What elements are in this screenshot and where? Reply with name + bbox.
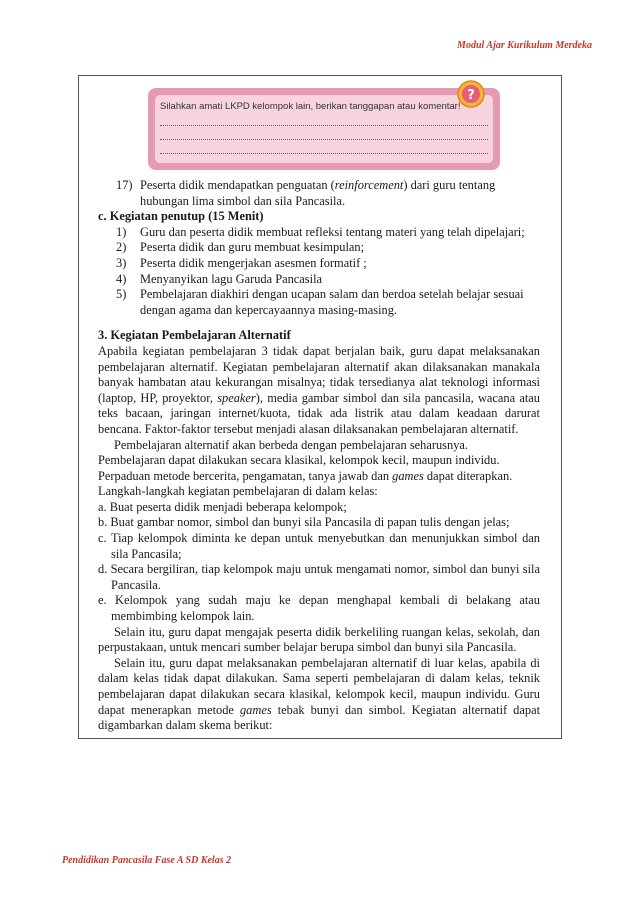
page-header: Modul Ajar Kurikulum Merdeka	[457, 40, 592, 51]
comment-note-box	[148, 88, 500, 170]
paragraph: Langkah-langkah kegiatan pembelajaran di dalam kelas:	[98, 484, 378, 499]
step-item: b. Buat gambar nomor, simbol dan bunyi sila Pancasila di papan tulis dengan jelas;	[98, 515, 510, 530]
dotted-line	[160, 125, 488, 126]
paragraph: Apabila kegiatan pembelajaran 3 tidak dapat berjalan baik, guru dapat melaksanakan pembelajaran alternatif. Kegiatan pembelajaran alternatif akan dilaksanakan manakala banyak hambatan atau kekurangan misalnya; tidak tersedianya alat teknologi informasi (laptop, HP, proyektor, speaker), media gambar simbol dan sila pancasila, wacana atau teks bacaan, jaringan internet/kuota, tidak ada listrik atau dalam keadaan darurat bencana. Faktor-faktor tersebut menjadi alasan dilaksanakan pembelajaran alternatif.	[98, 343, 540, 436]
step-number: 17)	[116, 178, 133, 192]
step-item: d. Secara bergiliran, tiap kelompok maju untuk mengamati nomor, simbol dan bunyi sila Pancasila.	[98, 562, 540, 592]
list-item: 2) Peserta didik dan guru membuat kesimpulan;	[116, 240, 365, 255]
list-item: 1) Guru dan peserta didik membuat refleksi tentang materi yang telah dipelajari;	[116, 224, 525, 239]
step-text: Peserta didik mendapatkan penguatan (reinforcement) dari guru tentang hubungan lima simbol dan sila Pancasila.	[140, 178, 496, 208]
list-item: 3) Peserta didik mengerjakan asesmen formatif ;	[116, 255, 367, 270]
list-item: 5) Pembelajaran diakhiri dengan ucapan salam dan berdoa setelah belajar sesuai dengan agama dan kepercayaannya masing-masing.	[116, 287, 524, 317]
svg-text:?: ?	[467, 88, 475, 103]
step-item: c. Tiap kelompok diminta ke depan untuk menyebutkan dan menunjukkan simbol dan sila Pancasila;	[98, 531, 540, 561]
step-item: e. Kelompok yang sudah maju ke depan menghapal kembali di belakang atau membimbing kelompok lain.	[98, 593, 540, 624]
page-footer: Pendidikan Pancasila Fase A SD Kelas 2	[62, 855, 232, 866]
step-item: a. Buat peserta didik menjadi beberapa kelompok;	[98, 499, 347, 514]
spacer	[98, 318, 540, 328]
main-content	[98, 178, 540, 734]
paragraph: Selain itu, guru dapat melaksanakan pembelajaran alternatif di luar kelas, apabila di dalam kelas tidak dapat dilakukan. Sama seperti pembelajaran di dalam kelas, teknik pembelajaran dapat dilakukan secara klasikal, kelompok kecil, maupun individu. Guru dapat menerapkan metode games tebak bunyi dan simbol. Kegiatan alternatif dapat digambarkan dalam skema berikut:	[98, 655, 541, 733]
question-icon	[456, 79, 486, 109]
closing-heading: c. Kegiatan penutup (15 Menit)	[98, 209, 264, 224]
comment-note-inner	[155, 95, 493, 163]
dotted-line	[160, 153, 488, 154]
dotted-line	[160, 139, 488, 140]
comment-prompt: Silahkan amati LKPD kelompok lain, berikan tanggapan atau komentar!	[160, 101, 461, 112]
closing-list	[98, 225, 540, 319]
paragraph: Perpaduan metode bercerita, pengamatan, tanya jawab dan games dapat diterapkan.	[98, 468, 513, 483]
step-17	[98, 178, 540, 209]
section-heading: 3. Kegiatan Pembelajaran Alternatif	[98, 328, 291, 343]
paragraph: Selain itu, guru dapat mengajak peserta didik berkeliling ruangan kelas, sekolah, dan perpustakaan, untuk mencari sumber belajar berupa simbol dan bunyi sila Pancasila.	[98, 624, 540, 655]
paragraph: Pembelajaran alternatif akan berbeda dengan pembelajaran seharusnya.	[114, 437, 468, 452]
list-item: 4) Menyanyikan lagu Garuda Pancasila	[116, 271, 323, 286]
paragraph: Pembelajaran dapat dilakukan secara klasikal, kelompok kecil, maupun individu.	[98, 453, 500, 468]
